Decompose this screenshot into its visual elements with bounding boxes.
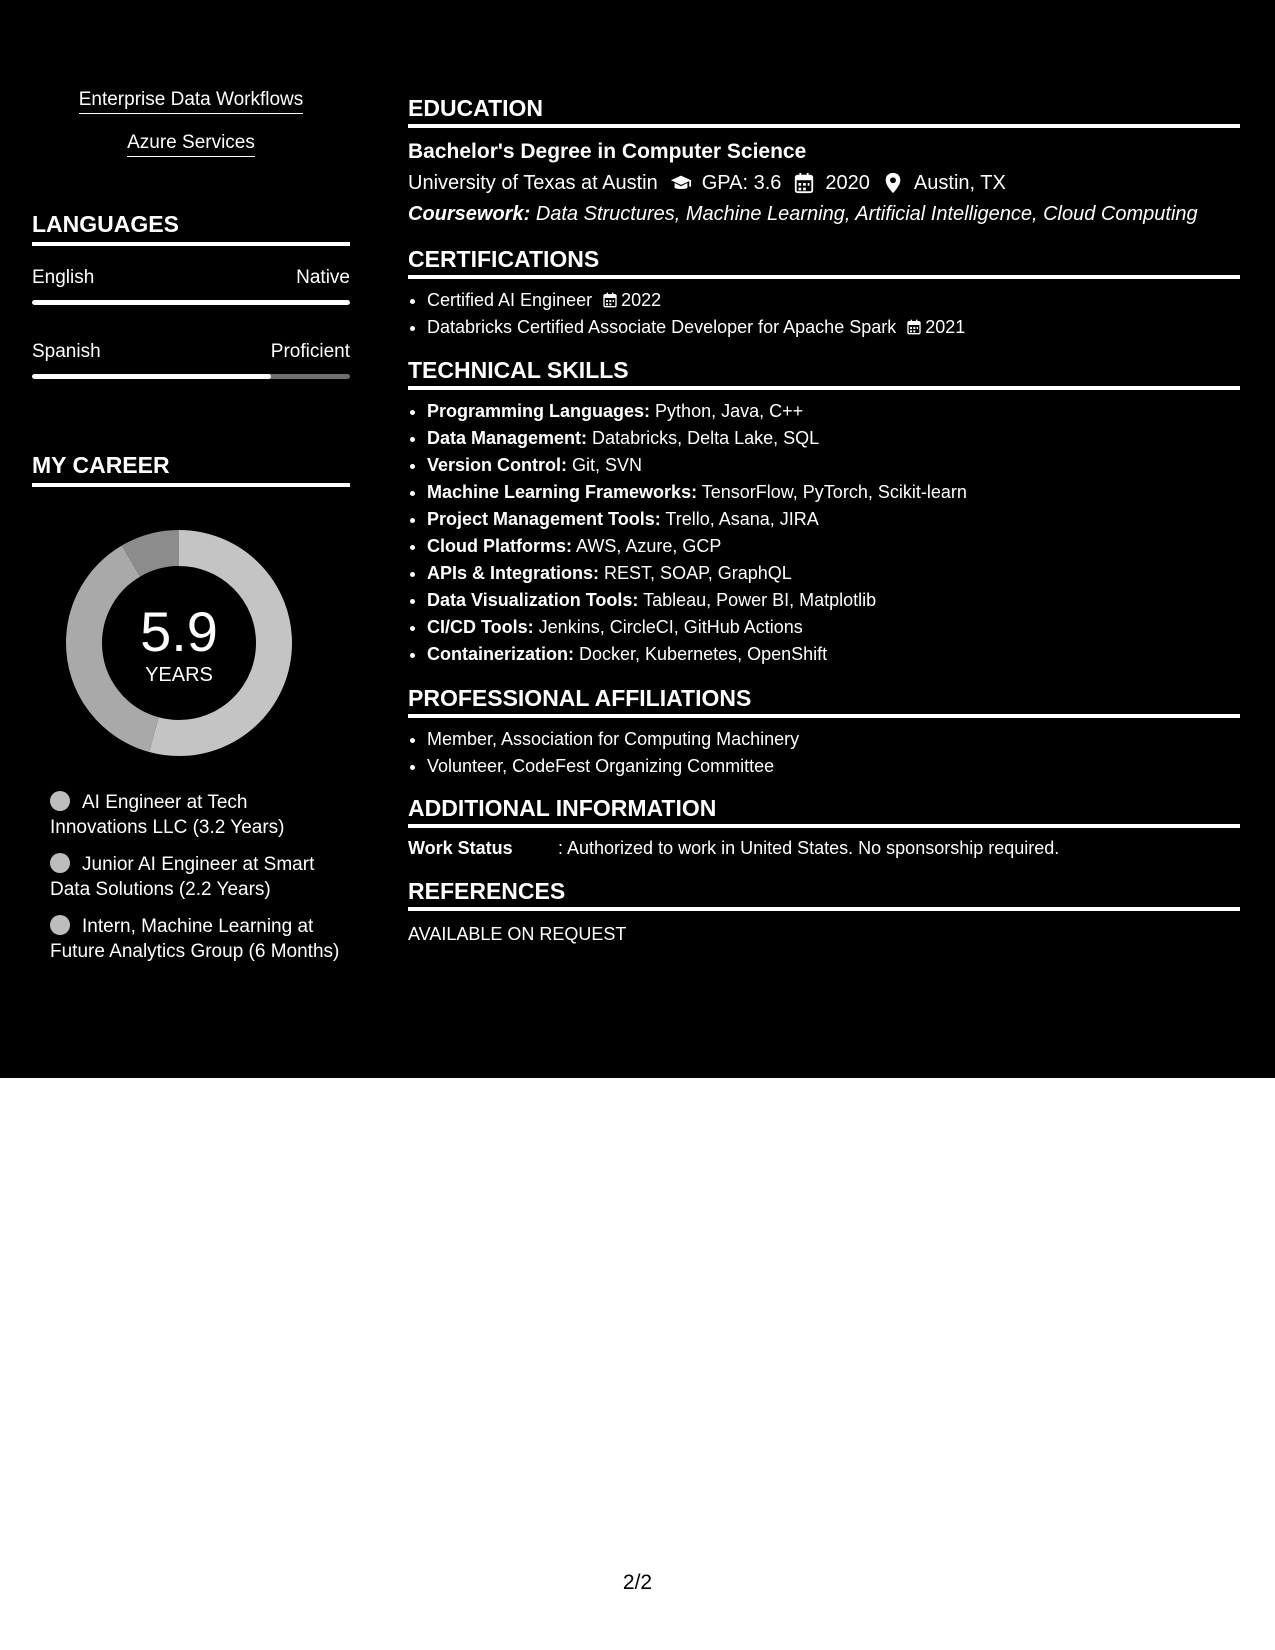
coursework-label: Coursework:	[408, 203, 531, 225]
skill-label: APIs & Integrations:	[427, 563, 600, 583]
references-section	[408, 877, 1240, 946]
skill-label: Data Visualization Tools:	[427, 590, 639, 610]
skill-label: CI/CD Tools:	[427, 617, 534, 637]
skill-value: AWS, Azure, GCP	[576, 536, 722, 556]
certifications-list	[408, 287, 1240, 341]
skill-value: Git, SVN	[572, 455, 643, 475]
affiliations-list	[408, 726, 1240, 780]
skill-item	[427, 641, 1240, 668]
career-roles	[50, 790, 340, 976]
language-name: English	[32, 267, 95, 288]
skill-label: Data Management:	[427, 428, 588, 448]
map-pin-icon	[882, 172, 904, 194]
school-name: University of Texas at Austin	[408, 172, 658, 194]
skill-item	[427, 587, 1240, 614]
link-azure-services[interactable]: Azure Services	[127, 131, 255, 157]
language-item	[32, 340, 350, 379]
gpa: GPA: 3.6	[701, 172, 782, 194]
career-role-text: AI Engineer at Tech Innovations LLC (3.2 Years)	[50, 792, 285, 838]
skill-item	[427, 452, 1240, 479]
skill-value: Tableau, Power BI, Matplotlib	[643, 590, 877, 610]
certification-item	[427, 314, 1240, 341]
degree-title: Bachelor's Degree in Computer Science	[408, 140, 807, 163]
language-level: Native	[296, 267, 350, 288]
skill-value: TensorFlow, PyTorch, Scikit-learn	[701, 482, 967, 502]
skill-item	[427, 479, 1240, 506]
coursework	[408, 201, 1240, 227]
education-heading: EDUCATION	[408, 94, 1240, 128]
certification-name: Databricks Certified Associate Developer for Apache Spark	[427, 317, 897, 337]
work-status	[408, 836, 1240, 860]
sidebar	[0, 0, 380, 1078]
language-name: Spanish	[32, 341, 101, 362]
skill-item	[427, 506, 1240, 533]
skill-value: Python, Java, C++	[655, 401, 804, 421]
calendar-icon	[602, 292, 618, 308]
skill-item	[427, 560, 1240, 587]
certifications-heading: CERTIFICATIONS	[408, 245, 1240, 279]
skill-item	[427, 398, 1240, 425]
additional-info-section	[408, 794, 1240, 860]
page-number: 2/2	[622, 1571, 653, 1594]
graduation-year: 2020	[825, 172, 870, 194]
coursework-list: Data Structures, Machine Learning, Artificial Intelligence, Cloud Computing	[535, 203, 1198, 225]
skill-label: Cloud Platforms:	[427, 536, 573, 556]
references-text: AVAILABLE ON REQUEST	[408, 924, 627, 944]
career-section	[32, 451, 350, 487]
technical-skills-section	[408, 356, 1240, 668]
language-bar-fill	[32, 374, 271, 379]
certification-item	[427, 287, 1240, 314]
languages-heading: LANGUAGES	[32, 210, 350, 246]
skill-label: Machine Learning Frameworks:	[427, 482, 698, 502]
certifications-section	[408, 245, 1240, 341]
language-bar-fill	[32, 300, 350, 305]
certification-year: 2021	[925, 317, 966, 337]
bullet-dot-icon	[50, 791, 70, 811]
affiliation-item: • Volunteer, CodeFest Organizing Committee	[427, 753, 1240, 780]
sidebar-links	[32, 88, 350, 174]
bullet-dot-icon	[50, 853, 70, 873]
skills-list	[408, 398, 1240, 668]
language-bar	[32, 300, 350, 305]
technical-skills-heading: TECHNICAL SKILLS	[408, 356, 1240, 390]
skill-item	[427, 614, 1240, 641]
additional-info-heading: ADDITIONAL INFORMATION	[408, 794, 1240, 828]
education-details	[408, 170, 1240, 196]
references-heading: REFERENCES	[408, 877, 1240, 911]
work-status-value: : Authorized to work in United States. No sponsorship required.	[558, 838, 1060, 858]
career-role	[50, 852, 340, 902]
skill-item	[427, 425, 1240, 452]
career-total	[66, 530, 292, 756]
affiliations-heading: PROFESSIONAL AFFILIATIONS	[408, 684, 1240, 718]
calendar-icon	[906, 319, 922, 335]
education-section	[408, 94, 1240, 227]
skill-label: Containerization:	[427, 644, 574, 664]
language-item	[32, 266, 350, 305]
skill-value: Databricks, Delta Lake, SQL	[592, 428, 820, 448]
calendar-icon	[793, 172, 815, 194]
career-role	[50, 790, 340, 840]
work-status-label: Work Status	[408, 838, 513, 858]
certification-name: Certified AI Engineer	[427, 290, 593, 310]
skill-item	[427, 533, 1240, 560]
graduation-cap-icon	[670, 172, 692, 194]
skill-value: REST, SOAP, GraphQL	[604, 563, 792, 583]
certification-year: 2022	[621, 290, 662, 310]
career-role	[50, 914, 340, 964]
skill-label: Version Control:	[427, 455, 568, 475]
skill-value: Jenkins, CircleCI, GitHub Actions	[538, 617, 803, 637]
affiliation-item: • Member, Association for Computing Machinery	[427, 726, 1240, 753]
skill-value: Trello, Asana, JIRA	[665, 509, 819, 529]
languages-section	[32, 210, 350, 379]
language-level: Proficient	[270, 341, 350, 362]
career-role-text: Junior AI Engineer at Smart Data Solutions (2.2 Years)	[50, 854, 315, 900]
bullet-dot-icon	[50, 915, 70, 935]
language-bar	[32, 374, 350, 379]
career-total-unit: YEARS	[145, 664, 213, 686]
career-total-value: 5.9	[140, 600, 218, 663]
skill-label: Project Management Tools:	[427, 509, 661, 529]
affiliations-section	[408, 684, 1240, 780]
school-location: Austin, TX	[913, 172, 1006, 194]
link-enterprise-data-workflows[interactable]: Enterprise Data Workflows	[79, 88, 304, 114]
skill-label: Programming Languages:	[427, 401, 651, 421]
career-heading: MY CAREER	[32, 451, 350, 487]
career-role-text: Intern, Machine Learning at Future Analytics Group (6 Months)	[50, 916, 340, 962]
skill-value: Docker, Kubernetes, OpenShift	[579, 644, 828, 664]
